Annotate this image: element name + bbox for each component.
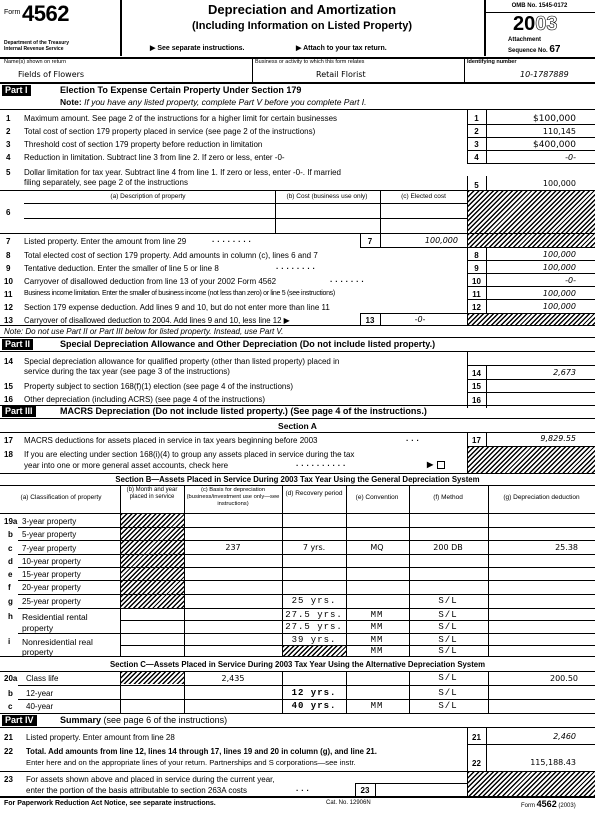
- line3-text: Threshold cost of section 179 property before reduction in limitation: [24, 140, 263, 149]
- row-label: 7-year property: [22, 544, 77, 553]
- line22-text-a: Total. Add amounts from line 12, lines 14 through 17, lines 19 and 20 in column (g), and line 21.: [26, 747, 377, 756]
- line16-text: Other depreciation (including ACRS) (see page 4 of the instructions): [24, 395, 266, 404]
- footer-year: (2003): [558, 803, 576, 809]
- line1-value[interactable]: $100,000: [533, 114, 576, 124]
- footer-form-number: 4562: [536, 799, 557, 809]
- sb-col-g: (g) Depreciation deduction: [503, 494, 580, 501]
- row19c-convention[interactable]: MQ: [370, 543, 384, 552]
- row-label: 10-year property: [22, 557, 81, 566]
- col-c-elected: (c) Elected cost: [401, 193, 446, 200]
- line23-text-a: For assets shown above and placed in service during the current year,: [26, 775, 275, 784]
- line12-box: 12: [472, 303, 481, 312]
- row20b-recovery: 12 yrs.: [291, 688, 337, 698]
- row-h-recovery-2: 27.5 yrs.: [285, 622, 343, 632]
- sb-col-c: (c) Basis for depreciation (business/investment use only—see instructions): [186, 487, 280, 507]
- row-i-convention-1: MM: [370, 635, 384, 645]
- row-number: f: [8, 583, 11, 592]
- row20b-number: b: [8, 689, 13, 698]
- row20c-method: S/L: [438, 701, 458, 711]
- row-label: 15-year property: [22, 570, 81, 579]
- line10-box: 10: [472, 277, 481, 286]
- tax-year: [513, 13, 558, 36]
- row-label: 3-year property: [22, 517, 77, 526]
- sequence-number: 67: [549, 44, 561, 55]
- line13-text: Carryover of disallowed deduction to 2004. Add lines 9 and 10, less line 12 ▶: [24, 316, 290, 325]
- row20c-label: 40-year: [26, 702, 54, 711]
- row20a-label: Class life: [26, 674, 59, 683]
- omb-number: OMB No. 1545-0172: [511, 3, 568, 9]
- line18-number: 18: [4, 450, 13, 459]
- row-i-method-1: S/L: [438, 635, 458, 645]
- line7-number: 7: [6, 237, 11, 246]
- row-number: c: [8, 544, 13, 553]
- line5-number: 5: [6, 168, 11, 177]
- row-label: 25-year property: [22, 597, 81, 606]
- line10-value[interactable]: -0-: [565, 276, 576, 285]
- part1-title: Election To Expense Certain Property Under Section 179: [60, 85, 302, 95]
- line8-box: 8: [474, 251, 479, 260]
- line9-text: Tentative deduction. Enter the smaller of line 5 or line 8: [24, 264, 219, 273]
- line14-box: 14: [472, 369, 481, 378]
- line9-value[interactable]: 100,000: [542, 263, 576, 272]
- line5-box: 5: [474, 181, 479, 190]
- sb-col-a: (a) Classification of property: [20, 494, 102, 501]
- line8-value[interactable]: 100,000: [542, 250, 576, 259]
- row-number: 19a: [4, 517, 18, 526]
- row-h-number: h: [8, 612, 13, 621]
- row20a-method: S/L: [438, 673, 458, 683]
- row-i-number: i: [8, 637, 11, 646]
- line17-text: MACRS deductions for assets placed in service in tax years beginning before 2003: [24, 436, 318, 445]
- row-h-label-a: Residential rental: [22, 612, 88, 622]
- line12-number: 12: [4, 303, 13, 312]
- line23-text-b: enter the portion of the basis attributable to section 263A costs: [26, 786, 248, 795]
- row-number: e: [8, 570, 13, 579]
- form-subtitle: (Including Information on Listed Property): [192, 20, 412, 32]
- line3-value[interactable]: $400,000: [533, 140, 576, 150]
- line3-number: 3: [6, 140, 11, 149]
- line16-number: 16: [4, 395, 13, 404]
- line4-text: Reduction in limitation. Subtract line 3 from line 2. If zero or less, enter -0-: [24, 153, 285, 162]
- row-i-recovery-1: 39 yrs.: [291, 635, 337, 645]
- part1-note: [60, 97, 367, 107]
- sequence-label: [508, 44, 560, 55]
- business-activity[interactable]: Retail Florist: [316, 70, 366, 79]
- line12-value[interactable]: 100,000: [542, 302, 576, 311]
- year-prefix: 20: [513, 13, 536, 35]
- business-label: Business or activity to which this form relates: [255, 59, 365, 65]
- line21-number: 21: [4, 733, 13, 742]
- line9-box: 9: [474, 264, 479, 273]
- sb-col-e: (e) Convention: [355, 494, 399, 501]
- footer-cat: Cat. No. 12906N: [326, 800, 371, 806]
- line1-text: Maximum amount. See page 2 of the instructions for a higher limit for certain businesses: [24, 114, 338, 123]
- row-i-label-a: Nonresidential real: [22, 637, 93, 647]
- line18-checkbox[interactable]: [437, 461, 445, 469]
- line7-box: 7: [367, 237, 373, 246]
- col-a-description: (a) Description of property: [110, 193, 186, 200]
- line15-box: 15: [472, 382, 481, 391]
- line7-text: Listed property. Enter the amount from line 29: [24, 237, 187, 246]
- line13-box: 13: [365, 316, 375, 325]
- line22-number: 22: [4, 747, 13, 756]
- form-number: 4562: [22, 1, 69, 26]
- part2-title: Special Depreciation Allowance and Other Depreciation (Do not include listed property.): [60, 339, 436, 349]
- row19g-method: S/L: [438, 596, 458, 606]
- line18-text-a: If you are electing under section 168(i)(4) to group any assets placed in service during the tax: [24, 450, 355, 459]
- row-i-label-b: property: [22, 647, 54, 657]
- line9-number: 9: [6, 264, 11, 273]
- line4-number: 4: [6, 153, 11, 162]
- part4-title-wrap: [60, 715, 227, 725]
- row-label: 5-year property: [22, 530, 77, 539]
- line15-number: 15: [4, 382, 13, 391]
- part3-title: MACRS Depreciation (Do not include listed property.) (See page 4 of the instructions.): [60, 406, 427, 416]
- attach-note: ▶ Attach to your tax return.: [296, 45, 387, 52]
- line21-box: 21: [472, 733, 481, 742]
- row-h-method-1: S/L: [438, 610, 458, 620]
- line17-number: 17: [4, 436, 13, 445]
- line12-text: Section 179 expense deduction. Add lines 9 and 10, but do not enter more than line 11: [24, 303, 330, 312]
- identifying-number[interactable]: 10-1787889: [520, 70, 569, 79]
- part1-note2: Note: Do not use Part II or Part III below for listed property. Instead, use Part V.: [4, 327, 284, 336]
- line3-box: 3: [474, 140, 479, 149]
- row20a-basis[interactable]: 2,435: [221, 674, 245, 683]
- part4-title-rest: (see page 6 of the instructions): [103, 715, 228, 725]
- line10-number: 10: [4, 277, 13, 286]
- row-h-method-2: S/L: [438, 622, 458, 632]
- row20a-number: 20a: [4, 674, 18, 683]
- line1-number: 1: [6, 114, 11, 123]
- see-instructions: ▶ See separate instructions.: [150, 45, 245, 52]
- line22-text-b: Enter here and on the appropriate lines of your return. Partnerships and S corporations—see instr.: [26, 758, 356, 767]
- line7-value[interactable]: 100,000: [424, 236, 458, 245]
- line11-number: 11: [4, 290, 13, 299]
- line23-number: 23: [4, 775, 13, 784]
- line6-number: 6: [6, 208, 11, 217]
- line2-text: Total cost of section 179 property placed in service (see page 2 of the instructions): [24, 127, 316, 136]
- row19c-basis[interactable]: 237: [225, 543, 241, 552]
- sequence-text: Sequence No.: [508, 48, 548, 54]
- line2-value[interactable]: 110,145: [542, 127, 576, 136]
- line22-value[interactable]: 115,188.43: [530, 758, 576, 767]
- part3-tag: Part III: [2, 406, 36, 417]
- row-i-convention-2: MM: [370, 646, 384, 656]
- line23-box: 23: [360, 786, 370, 795]
- line18-arrow: ▶: [427, 460, 434, 469]
- line2-number: 2: [6, 127, 11, 136]
- footer-paperwork: For Paperwork Reduction Act Notice, see separate instructions.: [4, 800, 216, 807]
- dept-label: Department of the Treasury: [4, 40, 70, 46]
- line11-box: 11: [472, 290, 481, 299]
- line14-value[interactable]: 2,673: [553, 368, 576, 377]
- row-h-convention-2: MM: [370, 622, 384, 632]
- line22-box: 22: [472, 759, 481, 768]
- line4-box: 4: [474, 153, 479, 162]
- part2-tag: Part II: [2, 339, 33, 350]
- line2-box: 2: [474, 127, 479, 136]
- col-b-cost: (b) Cost (business use only): [286, 193, 368, 200]
- section-b-header: Section B—Assets Placed in Service During 2003 Tax Year Using the General Depreciation System: [115, 475, 480, 484]
- line5-text-b: filing separately, see page 2 of the instructions: [24, 178, 188, 187]
- row20c-recovery: 40 yrs.: [291, 701, 337, 711]
- taxpayer-name[interactable]: Fields of Flowers: [18, 70, 85, 79]
- row-h-recovery-1: 27.5 yrs.: [285, 610, 343, 620]
- row-h-label-b: property: [22, 623, 54, 633]
- line21-value[interactable]: 2,460: [553, 732, 576, 741]
- row19c-recovery[interactable]: 7 yrs.: [302, 543, 326, 552]
- section-c-header: Section C—Assets Placed in Service During 2003 Tax Year Using the Alternative Depreciation System: [109, 660, 486, 669]
- sb-col-d: (d) Recovery period: [285, 490, 343, 497]
- row20a-deduction[interactable]: 200.50: [550, 674, 578, 683]
- line4-value[interactable]: -0-: [565, 153, 576, 162]
- row19c-method[interactable]: 200 DB: [433, 543, 463, 552]
- row-h-convention-1: MM: [370, 610, 384, 620]
- row-label: 20-year property: [22, 583, 81, 592]
- footer-form-label: Form: [521, 803, 535, 809]
- attachment-label: Attachment: [508, 37, 542, 43]
- name-label: Name(s) shown on return: [4, 59, 67, 65]
- row-i-method-2: S/L: [438, 646, 458, 656]
- line5-text-a: Dollar limitation for tax year. Subtract line 4 from line 1. If zero or less, enter -0-. If married: [24, 168, 342, 177]
- line15-text: Property subject to section 168(f)(1) election (see page 4 of the instructions): [24, 382, 294, 391]
- row20c-number: c: [8, 702, 13, 711]
- line14-number: 14: [4, 357, 13, 366]
- line11-value[interactable]: 100,000: [542, 289, 576, 298]
- form-title: Depreciation and Amortization: [207, 2, 397, 17]
- line17-value[interactable]: 9,829.55: [540, 434, 576, 443]
- row-number: d: [8, 557, 13, 566]
- line18-text-b: year into one or more general asset accounts, check here: [24, 461, 229, 470]
- line14-text-b: service during the tax year (see page 3 of the instructions): [24, 367, 230, 376]
- part4-tag: Part IV: [2, 715, 37, 726]
- row19c-deduction[interactable]: 25.38: [555, 543, 578, 552]
- line5-value[interactable]: 100,000: [542, 179, 576, 188]
- form-label: Form: [4, 9, 21, 16]
- line8-text: Total elected cost of section 179 property. Add amounts in column (c), lines 6 and 7: [24, 251, 318, 260]
- row-number: g: [8, 597, 13, 606]
- sb-col-f: (f) Method: [433, 494, 463, 501]
- footer-form: [521, 799, 576, 809]
- part4-title: Summary: [60, 715, 102, 725]
- section-a-header: Section A: [278, 421, 317, 431]
- line13-value[interactable]: -0-: [414, 315, 426, 324]
- row20b-label: 12-year: [26, 689, 54, 698]
- year-suffix: 03: [535, 13, 558, 35]
- sb-col-b: (b) Month and year placed in service: [126, 487, 178, 500]
- line21-text: Listed property. Enter amount from line 28: [26, 733, 175, 742]
- line17-box: 17: [472, 436, 481, 445]
- line8-number: 8: [6, 251, 11, 260]
- part1-note-text: If you have any listed property, complete Part V before you complete Part I.: [84, 97, 367, 107]
- line11-text: Business income limitation. Enter the smaller of business income (not less than zero) or line 5 (see instructions): [24, 290, 335, 297]
- part1-note-bold: Note:: [60, 97, 82, 107]
- row20b-method: S/L: [438, 688, 458, 698]
- line14-text-a: Special depreciation allowance for qualified property (other than listed property) placed in: [24, 357, 340, 366]
- id-label: Identifying number: [467, 59, 517, 65]
- row-number: b: [8, 530, 13, 539]
- line6-shaded-area: [468, 191, 595, 233]
- row20c-convention: MM: [370, 701, 384, 711]
- row19g-recovery: 25 yrs.: [291, 596, 337, 606]
- irs-label: Internal Revenue Service: [4, 46, 64, 52]
- line10-text: Carryover of disallowed deduction from line 13 of your 2002 Form 4562: [24, 277, 277, 286]
- part1-tag: Part I: [2, 85, 31, 96]
- line13-number: 13: [4, 316, 13, 325]
- line1-box: 1: [474, 114, 479, 123]
- line16-box: 16: [472, 396, 481, 405]
